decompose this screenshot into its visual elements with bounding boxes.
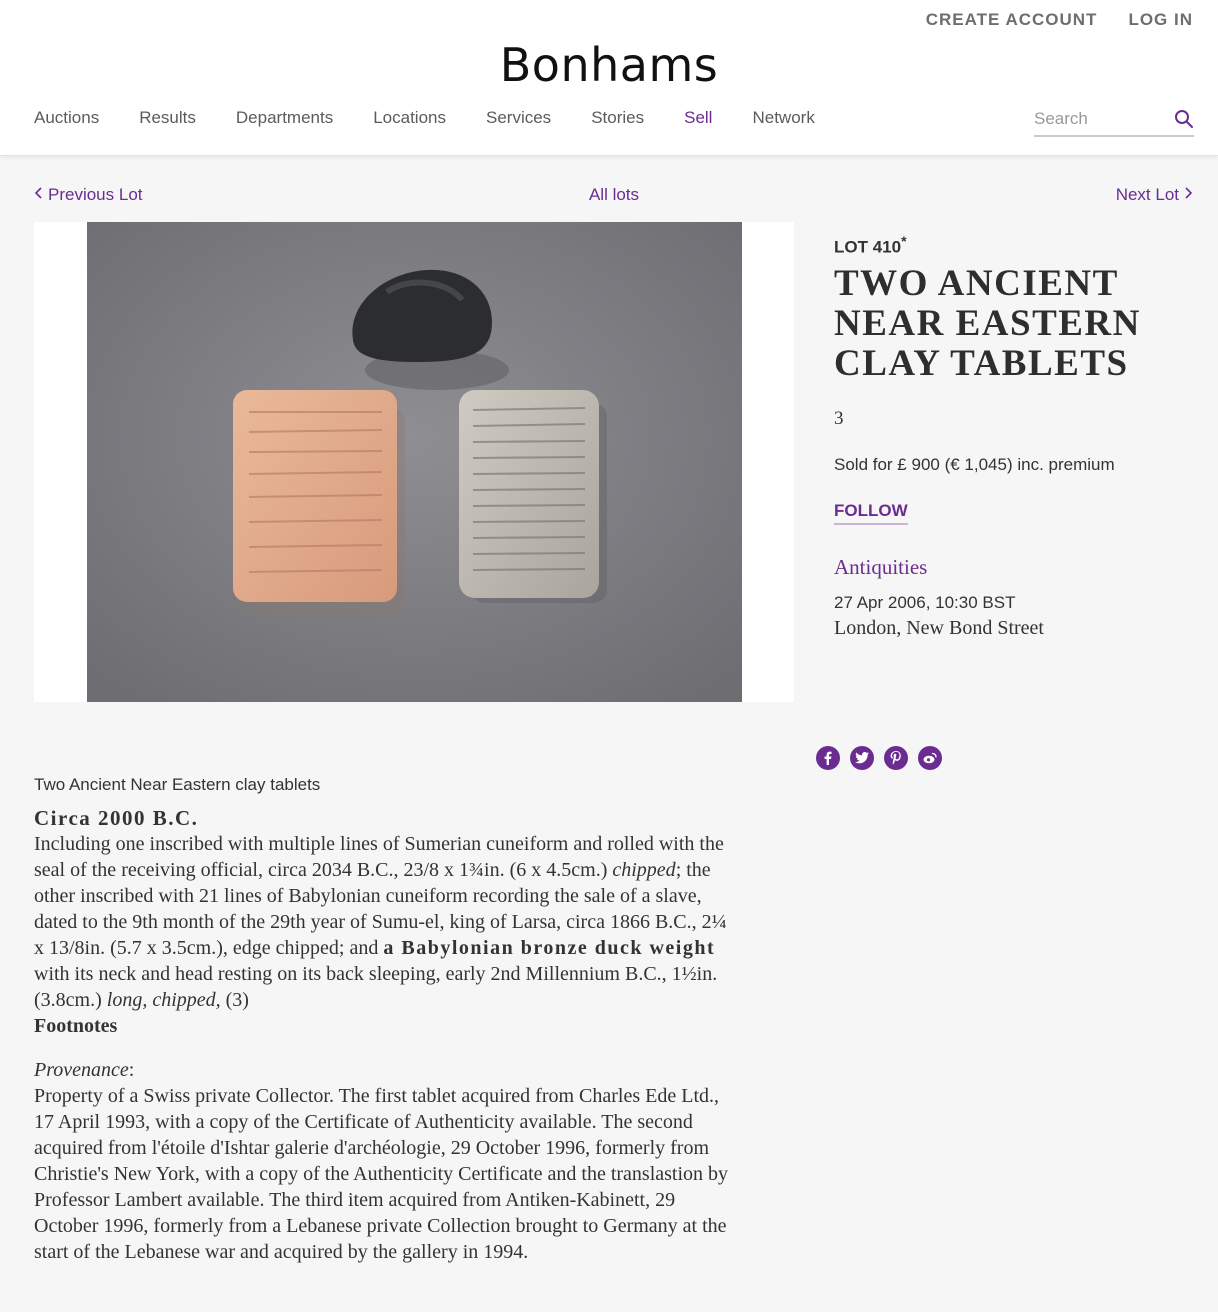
social-share <box>816 746 942 770</box>
description-text-4: (3) <box>220 989 249 1011</box>
previous-lot-label: Previous Lot <box>48 185 143 204</box>
lot-image-frame <box>34 222 794 702</box>
chevron-right-icon <box>1183 186 1193 200</box>
search-box <box>1034 106 1194 137</box>
description-duck-weight: a Babylonian bronze duck weight <box>383 937 716 959</box>
description-circa: Circa 2000 B.C. <box>34 806 199 830</box>
next-lot-label: Next Lot <box>1115 185 1179 204</box>
footnotes-heading: Footnotes <box>34 1015 118 1037</box>
log-in-link[interactable]: LOG IN <box>1128 10 1193 29</box>
department-link[interactable]: Antiquities <box>834 555 928 579</box>
nav-auctions[interactable]: Auctions <box>34 108 100 127</box>
nav-sell[interactable]: Sell <box>684 108 713 127</box>
follow-button[interactable]: FOLLOW <box>834 501 908 525</box>
all-lots-link[interactable]: All lots <box>588 185 640 204</box>
pinterest-icon[interactable] <box>884 746 908 770</box>
provenance-colon: : <box>128 1059 135 1081</box>
create-account-link[interactable]: CREATE ACCOUNT <box>925 10 1098 29</box>
facebook-icon[interactable] <box>816 746 840 770</box>
nav-stories[interactable]: Stories <box>591 108 645 127</box>
description-text-1: Including one inscribed with multiple lines of Sumerian cuneiform and rolled with the seal of the receiving official, circa 2034 B.C., 23/8 x 1¾in. (6 x 4.5cm.) <box>34 833 724 881</box>
search-icon[interactable] <box>1174 109 1194 129</box>
nav-results[interactable]: Results <box>139 108 196 127</box>
lot-marker: * <box>901 233 907 249</box>
search-input[interactable] <box>1034 106 1164 129</box>
lot-quantity: 3 <box>834 408 844 429</box>
twitter-icon[interactable] <box>850 746 874 770</box>
lot-number <box>834 233 907 258</box>
nav-network[interactable]: Network <box>752 108 815 127</box>
nav-locations[interactable]: Locations <box>373 108 446 127</box>
bonhams-logo[interactable]: Bonhams <box>499 38 719 92</box>
account-links <box>926 10 1193 30</box>
sold-price: Sold for £ 900 (€ 1,045) inc. premium <box>834 455 1115 474</box>
description-text-2: ; the other inscribed with 21 lines of Babylonian cuneiform recording the sale of a slave, dated to the 9th month of the 29th year of Sumu-el, king of Larsa, circa 1866 B.C., 2¼ x 13/8in. (5.7 x 3.5cm.), edge chipped; and <box>34 859 727 959</box>
lot-description <box>34 775 734 1265</box>
provenance-label <box>34 1057 734 1083</box>
nav-departments[interactable]: Departments <box>235 108 334 127</box>
nav-services[interactable]: Services <box>486 108 552 127</box>
description-text-3: with its neck and head resting on its back sleeping, early 2nd Millennium B.C., 1½in. (3.8cm.) <box>34 963 718 1011</box>
lot-title: TWO ANCIENT NEAR EASTERN CLAY TABLETS <box>834 263 1141 384</box>
description-long-chipped: long, chipped, <box>106 989 221 1011</box>
lot-number-text: LOT 410 <box>834 237 902 257</box>
sale-date: 27 Apr 2006, 10:30 BST <box>834 593 1016 612</box>
description-short-title: Two Ancient Near Eastern clay tablets <box>34 775 321 794</box>
site-header <box>0 0 1218 156</box>
lot-image[interactable] <box>87 222 742 702</box>
description-body <box>34 831 734 1013</box>
weibo-icon[interactable] <box>918 746 942 770</box>
description-chipped: chipped <box>612 859 676 881</box>
next-lot-link[interactable] <box>1116 185 1193 205</box>
provenance-label-text: Provenance <box>34 1059 129 1081</box>
sale-location: London, New Bond Street <box>834 617 1044 639</box>
provenance-text: Property of a Swiss private Collector. The first tablet acquired from Charles Ede Ltd., 17 April 1993, with a copy of the Certificate of Authenticity available. The second acquired from l'étoile d'Ishtar galerie d'archéologie, 29 October 1996, formerly from Christie's New York, with a copy of the Authenticity Certificate and the translastion by Professor Lambert available. The third item acquired from Antiken-Kabinett, 29 October 1996, formerly from a Lebanese private Collection brought to Germany at the start of the Lebanese war and acquired by the gallery in 1994. <box>34 1085 729 1263</box>
main-nav <box>34 108 855 128</box>
